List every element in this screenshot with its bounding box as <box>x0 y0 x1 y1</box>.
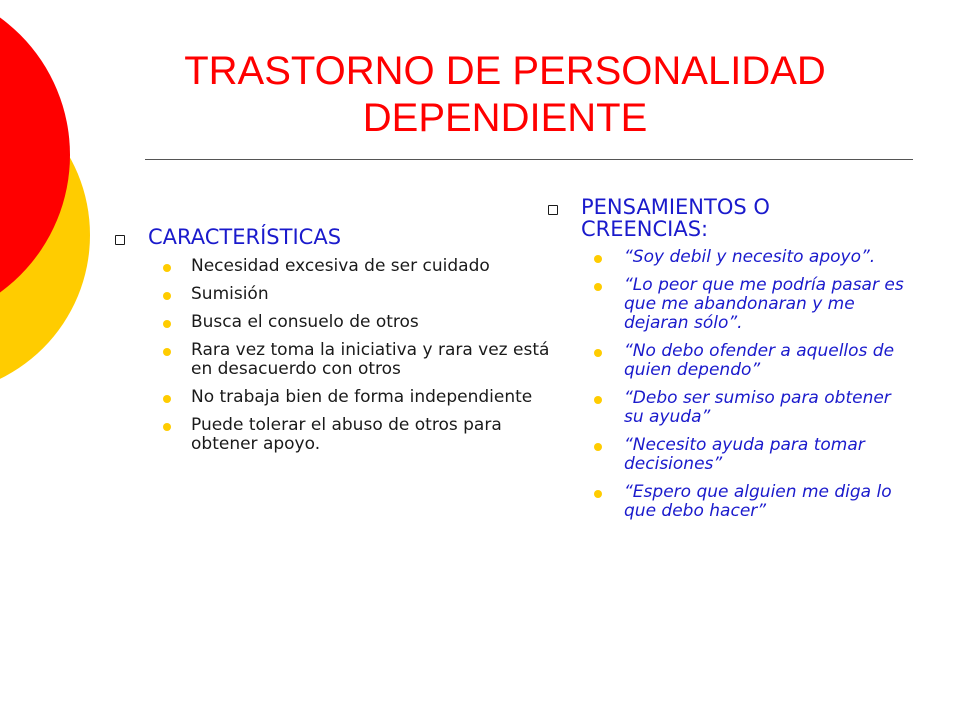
list-item-text: “Espero que alguien me diga lo que debo hacer” <box>624 482 892 521</box>
list-item <box>163 257 575 276</box>
slide-title <box>140 48 870 142</box>
list-item-text: “Necesito ayuda para tomar decisiones” <box>624 435 865 474</box>
list-item <box>163 341 575 379</box>
list-item-text: “Soy debil y necesito apoyo”. <box>624 247 876 267</box>
title-line-1: TRASTORNO DE PERSONALIDAD <box>184 49 826 93</box>
square-bullet-icon <box>115 235 125 245</box>
list-item <box>163 285 575 304</box>
dot-bullet-icon <box>163 423 171 431</box>
list-item <box>594 389 928 427</box>
list-item-text: “Lo peor que me podría pasar es que me abandonaran y me dejaran sólo”. <box>624 275 904 333</box>
list-item-text: Busca el consuelo de otros <box>191 312 419 332</box>
beliefs-section <box>548 196 928 530</box>
list-item <box>594 276 928 333</box>
list-item-text: “No debo ofender a aquellos de quien dependo” <box>624 341 895 380</box>
dot-bullet-icon <box>163 320 171 328</box>
list-item <box>594 483 928 521</box>
dot-bullet-icon <box>163 292 171 300</box>
dot-bullet-icon <box>594 490 602 498</box>
list-item-text: Puede tolerar el abuso de otros para obtener apoyo. <box>191 415 502 454</box>
dot-bullet-icon <box>594 349 602 357</box>
dot-bullet-icon <box>163 395 171 403</box>
list-item <box>163 313 575 332</box>
square-bullet-icon <box>548 205 558 215</box>
dot-bullet-icon <box>163 348 171 356</box>
list-item <box>594 248 928 267</box>
dot-bullet-icon <box>594 443 602 451</box>
beliefs-heading: PENSAMIENTOS O CREENCIAS: <box>581 195 770 241</box>
dot-bullet-icon <box>594 255 602 263</box>
list-item <box>594 436 928 474</box>
title-line-2: DEPENDIENTE <box>362 96 648 140</box>
list-item-text: Rara vez toma la iniciativa y rara vez está en desacuerdo con otros <box>191 340 550 379</box>
dot-bullet-icon <box>163 264 171 272</box>
list-item <box>594 342 928 380</box>
characteristics-list <box>163 257 575 454</box>
dot-bullet-icon <box>594 283 602 291</box>
list-item-text: No trabaja bien de forma independiente <box>191 387 533 407</box>
characteristics-section <box>115 226 575 463</box>
list-item <box>163 416 575 454</box>
beliefs-heading-row <box>548 196 928 240</box>
characteristics-heading-row <box>115 226 575 248</box>
characteristics-heading: CARACTERÍSTICAS <box>148 225 342 249</box>
list-item-text: Sumisión <box>191 284 269 304</box>
list-item-text: “Debo ser sumiso para obtener su ayuda” <box>624 388 891 427</box>
dot-bullet-icon <box>594 396 602 404</box>
title-divider <box>145 159 913 160</box>
list-item-text: Necesidad excesiva de ser cuidado <box>191 256 490 276</box>
beliefs-list <box>594 248 928 521</box>
list-item <box>163 388 575 407</box>
